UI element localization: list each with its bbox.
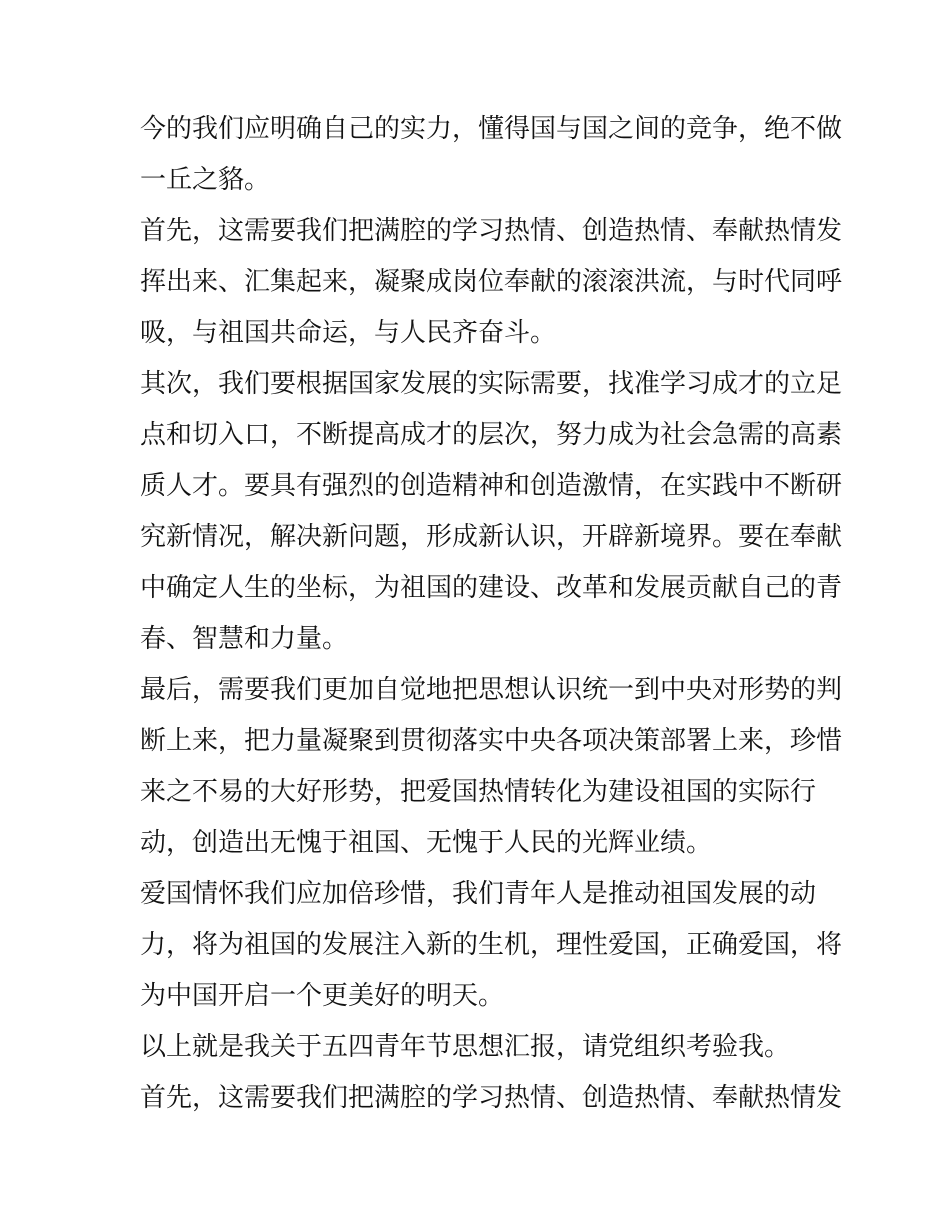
text-line: 中确定人生的坐标，为祖国的建设、改革和发展贡献自己的青 bbox=[140, 573, 843, 603]
text-line: 断上来，把力量凝聚到贯彻落实中央各项决策部署上来，珍惜 bbox=[140, 726, 843, 756]
text-line: 春、智慧和力量。 bbox=[140, 624, 349, 654]
text-line: 一丘之貉。 bbox=[140, 165, 271, 195]
text-line: 动，创造出无愧于祖国、无愧于人民的光辉业绩。 bbox=[140, 828, 713, 858]
text-line: 其次，我们要根据国家发展的实际需要，找准学习成才的立足 bbox=[140, 369, 843, 399]
text-line: 首先，这需要我们把满腔的学习热情、创造热情、奉献热情发 bbox=[140, 1083, 843, 1113]
text-line: 力，将为祖国的发展注入新的生机，理性爱国，正确爱国，将 bbox=[140, 930, 843, 960]
text-line: 为中国开启一个更美好的明天。 bbox=[140, 981, 505, 1011]
text-line: 首先，这需要我们把满腔的学习热情、创造热情、奉献热情发 bbox=[140, 216, 843, 246]
text-line: 质人才。要具有强烈的创造精神和创造激情，在实践中不断研 bbox=[140, 471, 843, 501]
text-line: 最后，需要我们更加自觉地把思想认识统一到中央对形势的判 bbox=[140, 675, 843, 705]
document-body bbox=[140, 104, 843, 1124]
text-line: 挥出来、汇集起来，凝聚成岗位奉献的滚滚洪流，与时代同呼 bbox=[140, 267, 843, 297]
text-line: 吸，与祖国共命运，与人民齐奋斗。 bbox=[140, 318, 557, 348]
text-line: 点和切入口，不断提高成才的层次，努力成为社会急需的高素 bbox=[140, 420, 843, 450]
text-line: 来之不易的大好形势，把爱国热情转化为建设祖国的实际行 bbox=[140, 777, 817, 807]
text-line: 爱国情怀我们应加倍珍惜，我们青年人是推动祖国发展的动 bbox=[140, 879, 817, 909]
text-line: 究新情况，解决新问题，形成新认识，开辟新境界。要在奉献 bbox=[140, 522, 843, 552]
text-line: 今的我们应明确自己的实力，懂得国与国之间的竞争，绝不做 bbox=[140, 114, 843, 144]
text-line: 以上就是我关于五四青年节思想汇报，请党组织考验我。 bbox=[140, 1032, 791, 1062]
